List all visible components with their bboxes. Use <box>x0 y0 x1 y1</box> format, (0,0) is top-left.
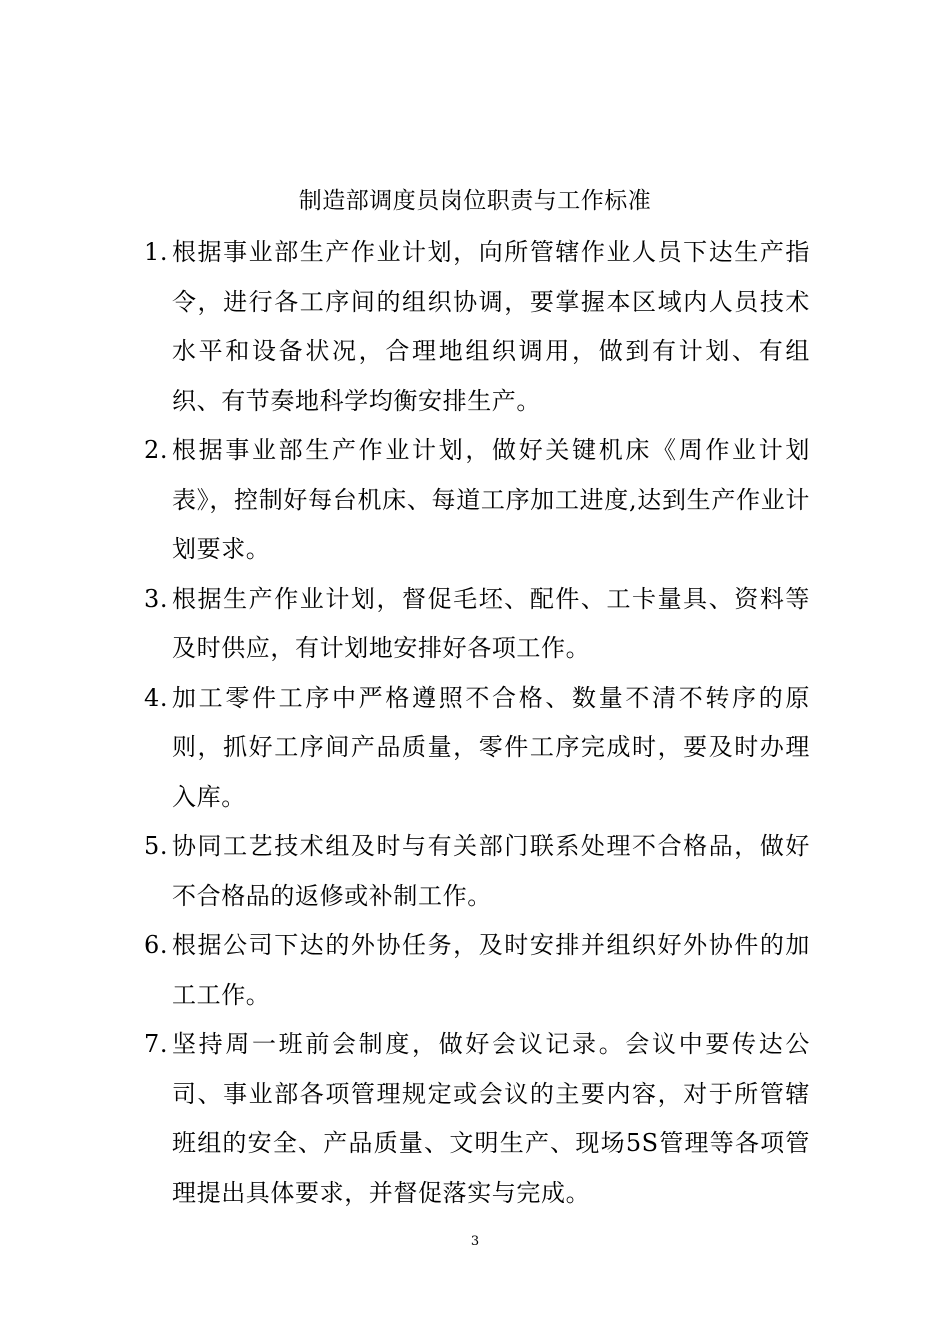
list-item <box>140 674 810 823</box>
list-item-number: 7. <box>144 1030 169 1058</box>
list-item-text: 协同工艺技术组及时与有关部门联系处理不合格品，做好不合格品的返修或补制工作。 <box>172 832 810 910</box>
list-item-text: 根据事业部生产作业计划，做好关键机床《周作业计划表》，控制好每台机床、每道工序加工进度,达到生产作业计划要求。 <box>172 436 810 563</box>
list-item-number: 4. <box>144 683 169 712</box>
list-item-text: 根据事业部生产作业计划，向所管辖作业人员下达生产指 令，进行各工序间的组织协调，要掌握本区域内人员技术水平和设备状况，合理地组织调用，做到有计划、有组织、有节奏地科学均衡安排生产。 <box>172 238 909 415</box>
list-item <box>140 822 810 921</box>
list-item-number: 1. <box>144 238 169 266</box>
list-item <box>140 426 810 575</box>
list-item <box>140 228 909 426</box>
list-item-text: 坚持周一班前会制度，做好会议记录。会议中要传达公司、事业部各项管理规定或会议的主要内容，对于所管辖班组的安全、产品质量、文明生产、现场5S管理等各项管理提出具体要求，并督促落实与完成。 <box>172 1030 810 1207</box>
list-item <box>140 921 810 1020</box>
duty-list <box>140 228 909 1218</box>
list-item-number: 6. <box>144 931 169 959</box>
list-item <box>140 1020 810 1218</box>
page-number: 3 <box>470 1234 480 1249</box>
list-item-number: 3. <box>144 584 169 613</box>
list-item-text: 加工零件工序中严格遵照不合格、数量不清不转序的原则，抓好工序间产品质量，零件工序完成时，要及时办理入库。 <box>172 683 810 811</box>
list-item-number: 5. <box>144 832 169 860</box>
list-item <box>140 575 810 674</box>
document-title: 制造部调度员岗位职责与工作标准 <box>298 188 652 214</box>
list-item-text: 根据公司下达的外协任务，及时安排并组织好外协件的加工工作。 <box>172 931 810 1009</box>
list-item-text: 根据生产作业计划，督促毛坯、配件、工卡量具、资料等及时供应，有计划地安排好各项工作。 <box>172 584 810 662</box>
list-item-number: 2. <box>144 436 169 464</box>
